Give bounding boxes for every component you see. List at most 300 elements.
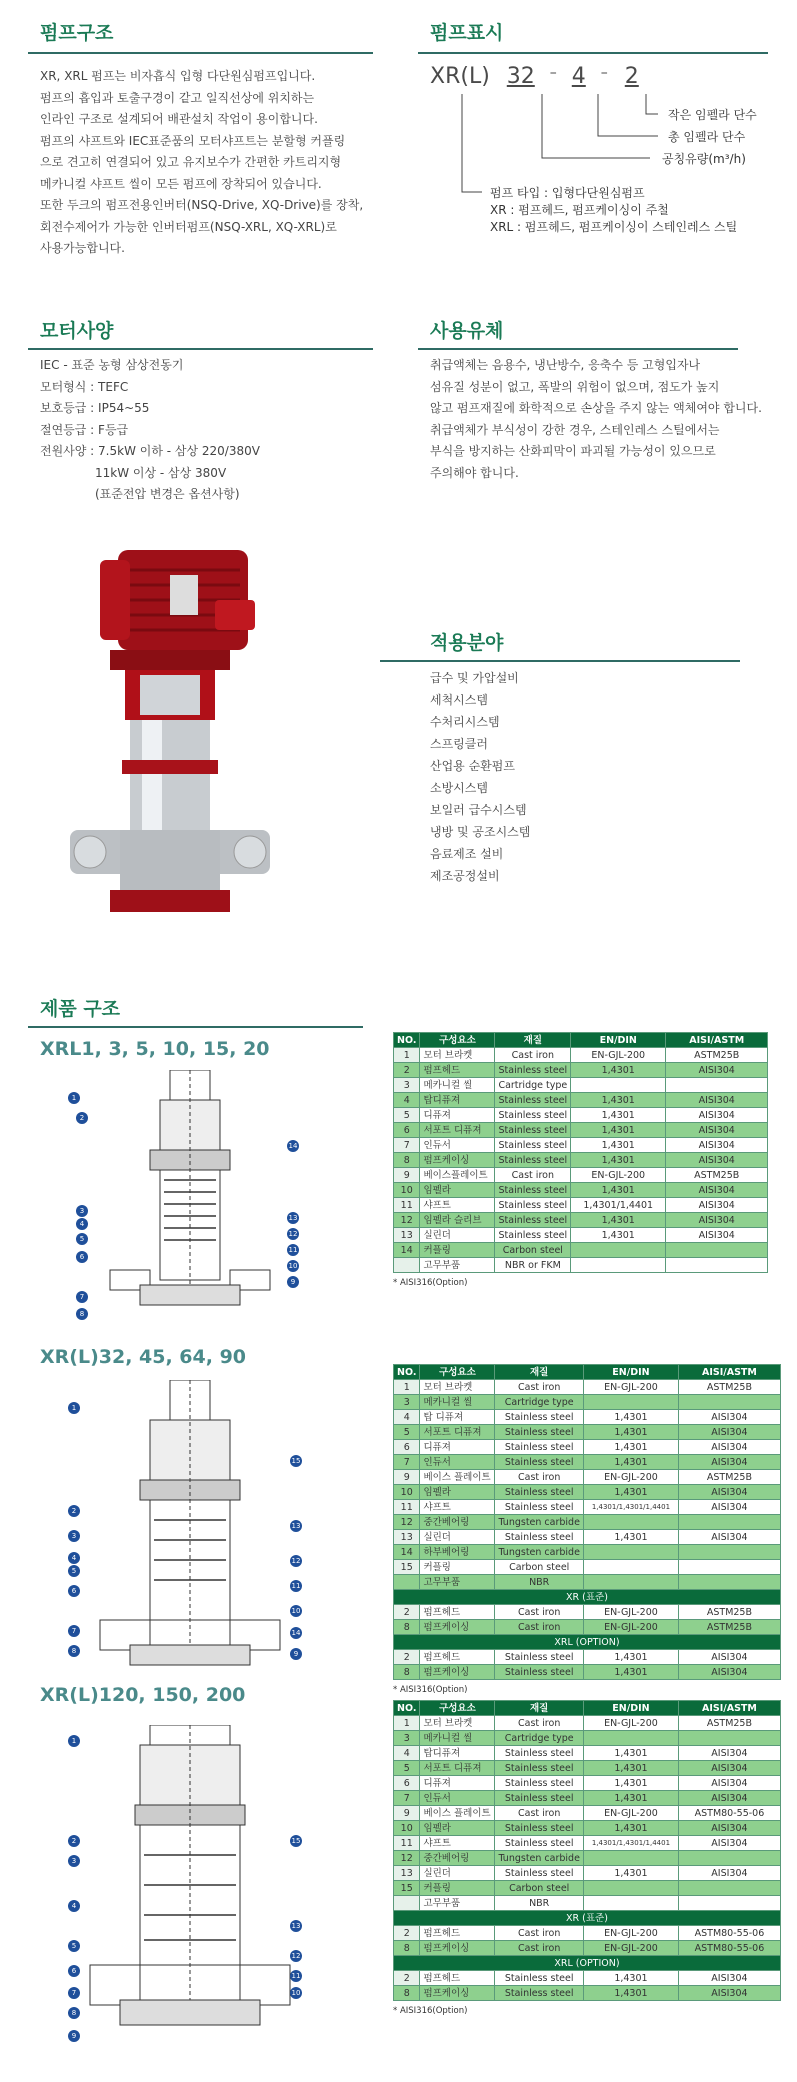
table-cell: Stainless steel [495, 1530, 584, 1545]
divider [28, 52, 373, 54]
table-cell: EN-GJL-200 [583, 1605, 678, 1620]
table-cell [571, 1243, 666, 1258]
table-cell: Carbon steel [495, 1560, 584, 1575]
table-row [394, 1896, 781, 1911]
table-row [394, 1258, 768, 1273]
table-cell: 베이스 플레이트 [420, 1470, 495, 1485]
table-cell: 3 [394, 1078, 420, 1093]
pump-designation-heading: 펌프표시 [430, 22, 504, 44]
table-cell: AISI304 [678, 1836, 780, 1851]
table-cell: 1,4301 [583, 1425, 678, 1440]
table-cell: 중간베어링 [420, 1851, 495, 1866]
table-cell: 8 [394, 1665, 420, 1680]
application-item: 냉방 및 공조시스템 [430, 825, 531, 839]
cross-section-drawing [80, 1070, 300, 1310]
table-cell: Tungsten carbide [495, 1545, 584, 1560]
paragraph-line: 메카니컬 샤프트 씰이 모든 펌프에 장착되어 있습니다. [40, 176, 322, 191]
part-callout: 15 [291, 1457, 301, 1465]
table-cell: Stainless steel [495, 1138, 571, 1153]
table-cell: 9 [394, 1806, 420, 1821]
table-cell: 서포트 디퓨져 [420, 1425, 495, 1440]
divider [418, 52, 768, 54]
table-header: NO. [394, 1365, 420, 1380]
table-cell: AISI304 [678, 1455, 780, 1470]
table-cell: AISI304 [666, 1198, 768, 1213]
pump-photo [70, 540, 270, 920]
table-cell: AISI304 [666, 1183, 768, 1198]
table-cell: 1,4301 [583, 1776, 678, 1791]
table-row [394, 1926, 781, 1941]
table-cell: EN-GJL-200 [583, 1716, 678, 1731]
paragraph-line: 않고 펌프재질에 화학적으로 손상을 주지 않는 액체여야 합니다. [430, 401, 762, 415]
table-row [394, 1746, 781, 1761]
part-callout: 13 [291, 1922, 301, 1930]
table-cell: 12 [394, 1213, 420, 1228]
table-row [394, 1881, 781, 1896]
table-row [394, 1545, 781, 1560]
table-cell: 탑디퓨져 [420, 1093, 495, 1108]
table-cell: Stainless steel [495, 1866, 584, 1881]
table-cell: 커플링 [420, 1243, 495, 1258]
table-header: AISI/ASTM [678, 1365, 780, 1380]
table-cell: Cast iron [495, 1926, 584, 1941]
application-item: 보일러 급수시스템 [430, 803, 527, 817]
table-section-row [394, 1590, 781, 1605]
paragraph-line: 섬유질 성분이 없고, 폭발의 위험이 없으며, 점도가 높지 [430, 379, 720, 394]
table-cell: Carbon steel [495, 1243, 571, 1258]
table-cell: AISI304 [666, 1228, 768, 1243]
table-cell: 고무부품 [420, 1258, 495, 1273]
table-cell: Tungsten carbide [495, 1515, 584, 1530]
part-callout: 12 [291, 1557, 301, 1565]
table-cell: 6 [394, 1440, 420, 1455]
table-row [394, 1108, 768, 1123]
table-cell: AISI304 [666, 1063, 768, 1078]
table-cell: EN-GJL-200 [583, 1941, 678, 1956]
table-cell [583, 1851, 678, 1866]
table-cell: 임펠라 슬리브 [420, 1213, 495, 1228]
table-cell: 1,4301/1,4301/1,4401 [583, 1500, 678, 1515]
table-row [394, 1575, 781, 1590]
table-cell: 디퓨져 [420, 1108, 495, 1123]
table-cell: Stainless steel [495, 1761, 584, 1776]
part-callout: 13 [288, 1214, 298, 1222]
table-row [394, 1093, 768, 1108]
part-callout: 8 [68, 1645, 80, 1657]
parts-table-2 [393, 1364, 781, 1695]
table-cell [583, 1896, 678, 1911]
table-row [394, 1986, 781, 2001]
paragraph-line: 취급액체가 부식성이 강한 경우, 스테인레스 스틸에서는 [430, 422, 720, 437]
parts-table-1 [393, 1032, 768, 1288]
table-cell: 펌프케이싱 [420, 1620, 495, 1635]
table-cell: 1,4301 [571, 1138, 666, 1153]
table-cell: 1 [394, 1380, 420, 1395]
part-callout: 6 [68, 1965, 80, 1977]
motor-line: (표준전압 변경은 옵션사항) [95, 487, 240, 501]
part-callout: 1 [68, 1735, 80, 1747]
part-callout: 5 [68, 1565, 80, 1577]
part-callout: 9 [290, 1648, 302, 1660]
part-callout: 8 [76, 1308, 88, 1320]
table-cell: AISI304 [678, 1650, 780, 1665]
table-header-row [394, 1033, 768, 1048]
table-cell: 10 [394, 1821, 420, 1836]
table-cell: 베이스플레이트 [420, 1168, 495, 1183]
table-cell: AISI304 [678, 1761, 780, 1776]
table-cell: 14 [394, 1243, 420, 1258]
table-row [394, 1063, 768, 1078]
table-cell: 10 [394, 1183, 420, 1198]
parts-table [393, 1364, 781, 1680]
table-cell: 1,4301 [583, 1986, 678, 2001]
table-cell: 임펠라 [420, 1821, 495, 1836]
motor-line: 절연등급 : F등급 [40, 422, 129, 437]
part-callout: 14 [288, 1142, 298, 1150]
table-cell: ASTM80-55-06 [678, 1806, 780, 1821]
table-cell: 실린더 [420, 1866, 495, 1881]
table-cell: 13 [394, 1228, 420, 1243]
table-cell: 5 [394, 1108, 420, 1123]
table-row [394, 1425, 781, 1440]
table-cell: EN-GJL-200 [583, 1380, 678, 1395]
table-header: NO. [394, 1033, 420, 1048]
table-cell: 커플링 [420, 1560, 495, 1575]
part-callout: 10 [288, 1262, 298, 1270]
table-header-row [394, 1365, 781, 1380]
table-row [394, 1776, 781, 1791]
table-cell: Stainless steel [495, 1776, 584, 1791]
table-cell: ASTM25B [678, 1380, 780, 1395]
table-header: NO. [394, 1701, 420, 1716]
table-cell: EN-GJL-200 [583, 1470, 678, 1485]
table-cell: 펌프헤드 [420, 1926, 495, 1941]
part-callout: 11 [288, 1246, 298, 1254]
label-impellers: 작은 임펠라 단수 [668, 108, 757, 122]
paragraph-line: 펌프의 흡입과 토출구경이 같고 일직선상에 위치하는 [40, 90, 315, 105]
table-cell [583, 1515, 678, 1530]
table-cell [583, 1560, 678, 1575]
table-cell: Cartridge type [495, 1078, 571, 1093]
part-callout: 1 [68, 1402, 80, 1414]
table-cell: 서포트 디퓨져 [420, 1761, 495, 1776]
table-cell [678, 1515, 780, 1530]
table-header: AISI/ASTM [678, 1701, 780, 1716]
table-cell: 1,4301 [583, 1485, 678, 1500]
table-section-row [394, 1956, 781, 1971]
table-cell: Cartridge type [495, 1731, 584, 1746]
pump-structure-text [40, 66, 380, 260]
table-row [394, 1153, 768, 1168]
model-title: XRL1, 3, 5, 10, 15, 20 [40, 1038, 270, 1060]
table-cell: 인듀서 [420, 1455, 495, 1470]
table-section-row [394, 1911, 781, 1926]
table-cell: 고무부품 [420, 1896, 495, 1911]
table-cell: 8 [394, 1153, 420, 1168]
part-callout: 5 [76, 1233, 88, 1245]
designation-code [430, 64, 639, 89]
paragraph-line: 으로 견고히 연결되어 있고 유지보수가 간편한 카트리지형 [40, 155, 342, 169]
table-cell: 고무부품 [420, 1575, 495, 1590]
part-callout: 7 [68, 1987, 80, 1999]
table-cell: NBR [495, 1575, 584, 1590]
table-cell: 모터 브라켓 [420, 1716, 495, 1731]
table-row [394, 1138, 768, 1153]
motor-line: 전원사양 : 7.5kW 이하 - 삼상 220/380V [40, 444, 260, 458]
table-header-row [394, 1701, 781, 1716]
table-cell: 메카니컬 씰 [420, 1078, 495, 1093]
table-cell: Stainless steel [495, 1063, 571, 1078]
table-cell: AISI304 [666, 1123, 768, 1138]
table-header: 재질 [495, 1701, 584, 1716]
paragraph-line: 취급액체는 음용수, 냉난방수, 응축수 등 고형입자나 [430, 358, 701, 372]
table-row [394, 1455, 781, 1470]
table-cell: Stainless steel [495, 1213, 571, 1228]
table-row [394, 1048, 768, 1063]
table-section-row [394, 1635, 781, 1650]
table-cell: Cast iron [495, 1716, 584, 1731]
table-cell: 6 [394, 1123, 420, 1138]
parts-table [393, 1700, 781, 2001]
part-callout: 7 [68, 1625, 80, 1637]
paragraph-line: 부식을 방지하는 산화피막이 파괴될 가능성이 있으므로 [430, 444, 716, 458]
table-cell: 실린더 [420, 1228, 495, 1243]
table-cell: Cartridge type [495, 1395, 584, 1410]
table-cell: 1,4301 [583, 1455, 678, 1470]
table-note: * AISI316(Option) [393, 1278, 468, 1288]
table-cell: 15 [394, 1881, 420, 1896]
table-row [394, 1168, 768, 1183]
table-row [394, 1971, 781, 1986]
table-cell: Cast iron [495, 1470, 584, 1485]
application-item: 소방시스템 [430, 781, 488, 795]
table-cell: EN-GJL-200 [583, 1806, 678, 1821]
table-cell: 9 [394, 1168, 420, 1183]
table-cell [678, 1575, 780, 1590]
table-cell [678, 1395, 780, 1410]
table-row [394, 1821, 781, 1836]
label-type-xrl: XRL : 펌프헤드, 펌프케이싱이 스테인레스 스틸 [490, 220, 738, 234]
table-cell: EN-GJL-200 [571, 1168, 666, 1183]
part-callout: 2 [68, 1505, 80, 1517]
table-cell: AISI304 [678, 1500, 780, 1515]
table-cell: XR (표준) [394, 1911, 781, 1926]
table-cell: Stainless steel [495, 1093, 571, 1108]
table-cell [678, 1545, 780, 1560]
table-cell: 하부베어링 [420, 1545, 495, 1560]
table-row [394, 1791, 781, 1806]
table-row [394, 1941, 781, 1956]
table-cell: Stainless steel [495, 1650, 584, 1665]
table-row [394, 1485, 781, 1500]
table-cell: AISI304 [678, 1425, 780, 1440]
table-cell: 샤프트 [420, 1836, 495, 1851]
table-note: * AISI316(Option) [393, 1685, 468, 1695]
table-cell: 2 [394, 1926, 420, 1941]
table-cell: AISI304 [678, 1746, 780, 1761]
paragraph-line: 주의해야 합니다. [430, 465, 519, 480]
part-callout: 3 [68, 1855, 80, 1867]
table-cell: 메카니컬 씰 [420, 1395, 495, 1410]
table-cell: XR (표준) [394, 1590, 781, 1605]
table-row [394, 1836, 781, 1851]
part-callout: 10 [291, 1607, 301, 1615]
table-cell [583, 1731, 678, 1746]
table-cell: Cast iron [495, 1941, 584, 1956]
table-cell: 펌프헤드 [420, 1971, 495, 1986]
part-callout: 4 [68, 1900, 80, 1912]
part-callout: 6 [68, 1585, 80, 1597]
label-flow: 공칭유량(m³/h) [662, 152, 746, 166]
table-cell: 펌프케이싱 [420, 1986, 495, 2001]
table-cell: 펌프케이싱 [420, 1153, 495, 1168]
table-cell: 임펠라 [420, 1485, 495, 1500]
table-cell: 1,4301 [583, 1866, 678, 1881]
product-structure-heading: 제품 구조 [40, 998, 121, 1020]
table-row [394, 1605, 781, 1620]
paragraph-line: 사용가능합니다. [40, 241, 125, 255]
table-cell: Stainless steel [495, 1986, 584, 2001]
table-header: EN/DIN [583, 1701, 678, 1716]
table-cell: 1,4301 [571, 1108, 666, 1123]
table-row [394, 1228, 768, 1243]
table-cell: Stainless steel [495, 1410, 584, 1425]
table-row [394, 1851, 781, 1866]
paragraph-line: 또한 두크의 펌프전용인버터(NSQ-Drive, XQ-Drive)를 장착, [40, 198, 364, 212]
table-row [394, 1731, 781, 1746]
table-cell: 커플링 [420, 1881, 495, 1896]
table-cell [583, 1395, 678, 1410]
table-cell: 5 [394, 1761, 420, 1776]
table-cell: 모터 브라켓 [420, 1048, 495, 1063]
table-header: EN/DIN [571, 1033, 666, 1048]
table-cell: ASTM80-55-06 [678, 1926, 780, 1941]
table-cell: 1,4301 [583, 1761, 678, 1776]
table-cell: EN-GJL-200 [583, 1620, 678, 1635]
table-cell: 9 [394, 1470, 420, 1485]
table-header: 구성요소 [420, 1033, 495, 1048]
label-stages: 총 임펠라 단수 [668, 130, 746, 144]
table-cell: 인듀서 [420, 1791, 495, 1806]
table-cell: 4 [394, 1410, 420, 1425]
table-cell: ASTM25B [678, 1716, 780, 1731]
table-cell: 1,4301 [583, 1821, 678, 1836]
fluids-text [430, 355, 770, 484]
table-cell: 7 [394, 1138, 420, 1153]
table-cell: 메카니컬 씰 [420, 1731, 495, 1746]
table-cell: 8 [394, 1620, 420, 1635]
table-cell: EN-GJL-200 [583, 1926, 678, 1941]
table-row [394, 1500, 781, 1515]
table-cell: 1,4301 [583, 1530, 678, 1545]
table-cell: Stainless steel [495, 1836, 584, 1851]
table-cell: 2 [394, 1063, 420, 1078]
application-item: 급수 및 가압설비 [430, 671, 519, 685]
table-cell: 서포트 디퓨져 [420, 1123, 495, 1138]
divider [380, 660, 740, 662]
table-row [394, 1716, 781, 1731]
table-cell: 1,4301 [583, 1650, 678, 1665]
application-item: 세척시스템 [430, 693, 488, 707]
table-cell: AISI304 [678, 1971, 780, 1986]
table-cell: 8 [394, 1986, 420, 2001]
motor-spec-text [40, 355, 380, 506]
table-cell: ASTM25B [678, 1620, 780, 1635]
application-item: 수처리시스템 [430, 715, 500, 729]
table-cell: ASTM25B [666, 1168, 768, 1183]
table-cell: Stainless steel [495, 1198, 571, 1213]
code-stages: 4 [571, 64, 586, 89]
part-callout: 4 [76, 1218, 88, 1230]
model-title: XR(L)32, 45, 64, 90 [40, 1346, 247, 1368]
table-cell: 2 [394, 1650, 420, 1665]
table-cell: AISI304 [666, 1138, 768, 1153]
table-row [394, 1560, 781, 1575]
table-cell: 8 [394, 1941, 420, 1956]
part-callout: 2 [76, 1112, 88, 1124]
table-cell: 1,4301 [583, 1440, 678, 1455]
table-cell: 인듀서 [420, 1138, 495, 1153]
table-cell: 디퓨져 [420, 1440, 495, 1455]
table-cell: AISI304 [678, 1440, 780, 1455]
table-cell: ASTM25B [678, 1470, 780, 1485]
code-dash: – [600, 65, 608, 81]
part-callout: 8 [68, 2007, 80, 2019]
motor-line: 모터형식 : TEFC [40, 379, 129, 394]
paragraph-line: 인라인 구조로 설계되어 배관설치 작업이 용이합니다. [40, 112, 318, 126]
table-cell: Stainless steel [495, 1500, 584, 1515]
part-callout: 2 [68, 1835, 80, 1847]
table-cell: AISI304 [678, 1665, 780, 1680]
code-impellers: 2 [624, 64, 639, 89]
table-row [394, 1470, 781, 1485]
table-cell: NBR [495, 1896, 584, 1911]
paragraph-line: 회전수제어가 가능한 인버터펌프(NSQ-XRL, XQ-XRL)로 [40, 219, 337, 234]
model-title: XR(L)120, 150, 200 [40, 1684, 246, 1706]
table-cell [583, 1575, 678, 1590]
table-cell [678, 1731, 780, 1746]
table-cell: AISI304 [678, 1791, 780, 1806]
table-cell: Stainless steel [495, 1665, 584, 1680]
part-callout: 9 [287, 1276, 299, 1288]
part-callout: 12 [288, 1230, 298, 1238]
table-cell [571, 1258, 666, 1273]
table-cell: 1,4301 [571, 1093, 666, 1108]
table-row [394, 1380, 781, 1395]
table-cell [571, 1078, 666, 1093]
part-callout: 3 [68, 1530, 80, 1542]
table-cell: Stainless steel [495, 1971, 584, 1986]
table-cell: 4 [394, 1746, 420, 1761]
motor-spec-heading: 모터사양 [40, 320, 114, 342]
table-row [394, 1410, 781, 1425]
table-cell: 1,4301 [571, 1228, 666, 1243]
table-row [394, 1620, 781, 1635]
table-cell [666, 1258, 768, 1273]
part-callout: 14 [291, 1629, 301, 1637]
part-callout: 11 [291, 1582, 301, 1590]
table-row [394, 1213, 768, 1228]
cross-section-drawing [80, 1380, 300, 1670]
part-callout: 1 [68, 1092, 80, 1104]
table-cell: 펌프헤드 [420, 1063, 495, 1078]
table-cell: AISI304 [666, 1153, 768, 1168]
table-cell: 13 [394, 1866, 420, 1881]
table-cell: 4 [394, 1093, 420, 1108]
table-cell: 펌프헤드 [420, 1650, 495, 1665]
table-cell [678, 1896, 780, 1911]
table-cell: Carbon steel [495, 1881, 584, 1896]
